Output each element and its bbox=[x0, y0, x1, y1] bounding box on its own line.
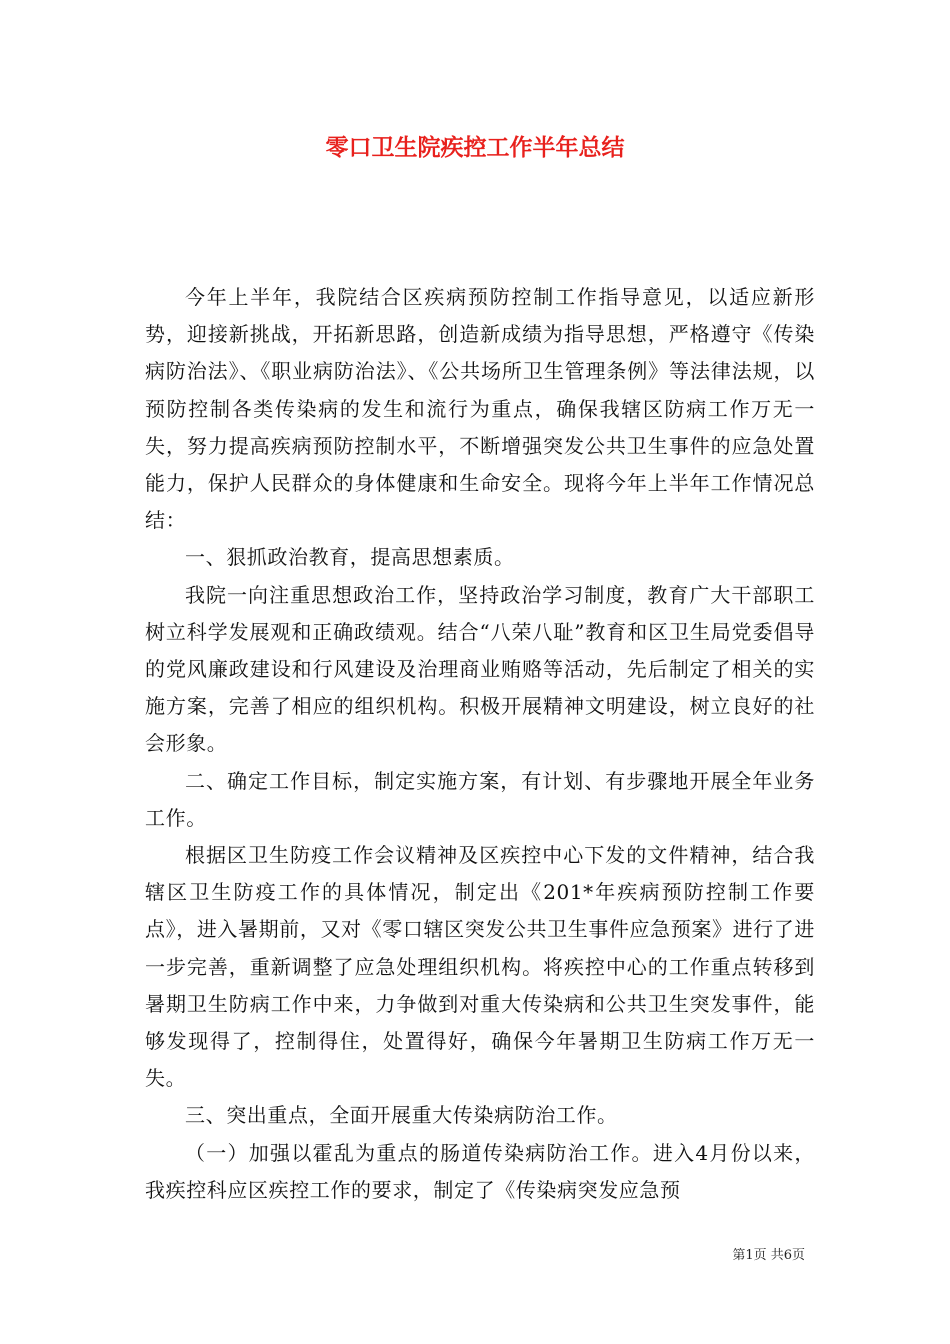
paragraph: 今年上半年，我院结合区疾病预防控制工作指导意见，以适应新形势，迎接新挑战，开拓新思路，创造新成绩为指导思想，严格遵守《传染病防治法》、《职业病防治法》、《公共场所卫生管理条例》等法律法规，以预防控制各类传染病的发生和流行为重点，确保我辖区防病工作万无一失，努力提高疾病预防控制水平，不断增强突发公共卫生事件的应急处置能力，保护人民群众的身体健康和生命安全。现将今年上半年工作情况总结： bbox=[145, 285, 815, 533]
document-body bbox=[145, 279, 815, 1209]
paragraph: 根据区卫生防疫工作会议精神及区疾控中心下发的文件精神，结合我辖区卫生防疫工作的具体情况，制定出《201*年疾病预防控制工作要点》，进入暑期前，又对《零口辖区突发公共卫生事件应急预案》进行了进一步完善，重新调整了应急处理组织机构。将疾控中心的工作重点转移到暑期卫生防病工作中来，力争做到对重大传染病和公共卫生突发事件，能够发现得了，控制得住，处置得好，确保今年暑期卫生防病工作万无一失。 bbox=[145, 843, 815, 1091]
paragraph: 我院一向注重思想政治工作，坚持政治学习制度，教育广大干部职工树立科学发展观和正确政绩观。结合“八荣八耻”教育和区卫生局党委倡导的党风廉政建设和行风建设及治理商业贿赂等活动，先后制定了相关的实施方案，完善了相应的组织机构。积极开展精神文明建设，树立良好的社会形象。 bbox=[145, 582, 815, 756]
section-heading-2: 二、确定工作目标，制定实施方案，有计划、有步骤地开展全年业务工作。 bbox=[145, 768, 815, 830]
section-heading-1: 一、狠抓政治教育，提高思想素质。 bbox=[185, 545, 515, 570]
paragraph: （一）加强以霍乱为重点的肠道传染病防治工作。进入4月份以来，我疾控科应区疾控工作的要求，制定了《传染病突发应急预 bbox=[145, 1140, 815, 1202]
document-title: 零口卫生院疾控工作半年总结 bbox=[325, 134, 625, 161]
page-number-footer: 第1页 共6页 bbox=[732, 1248, 805, 1263]
section-heading-3: 三、突出重点，全面开展重大传染病防治工作。 bbox=[185, 1103, 618, 1128]
